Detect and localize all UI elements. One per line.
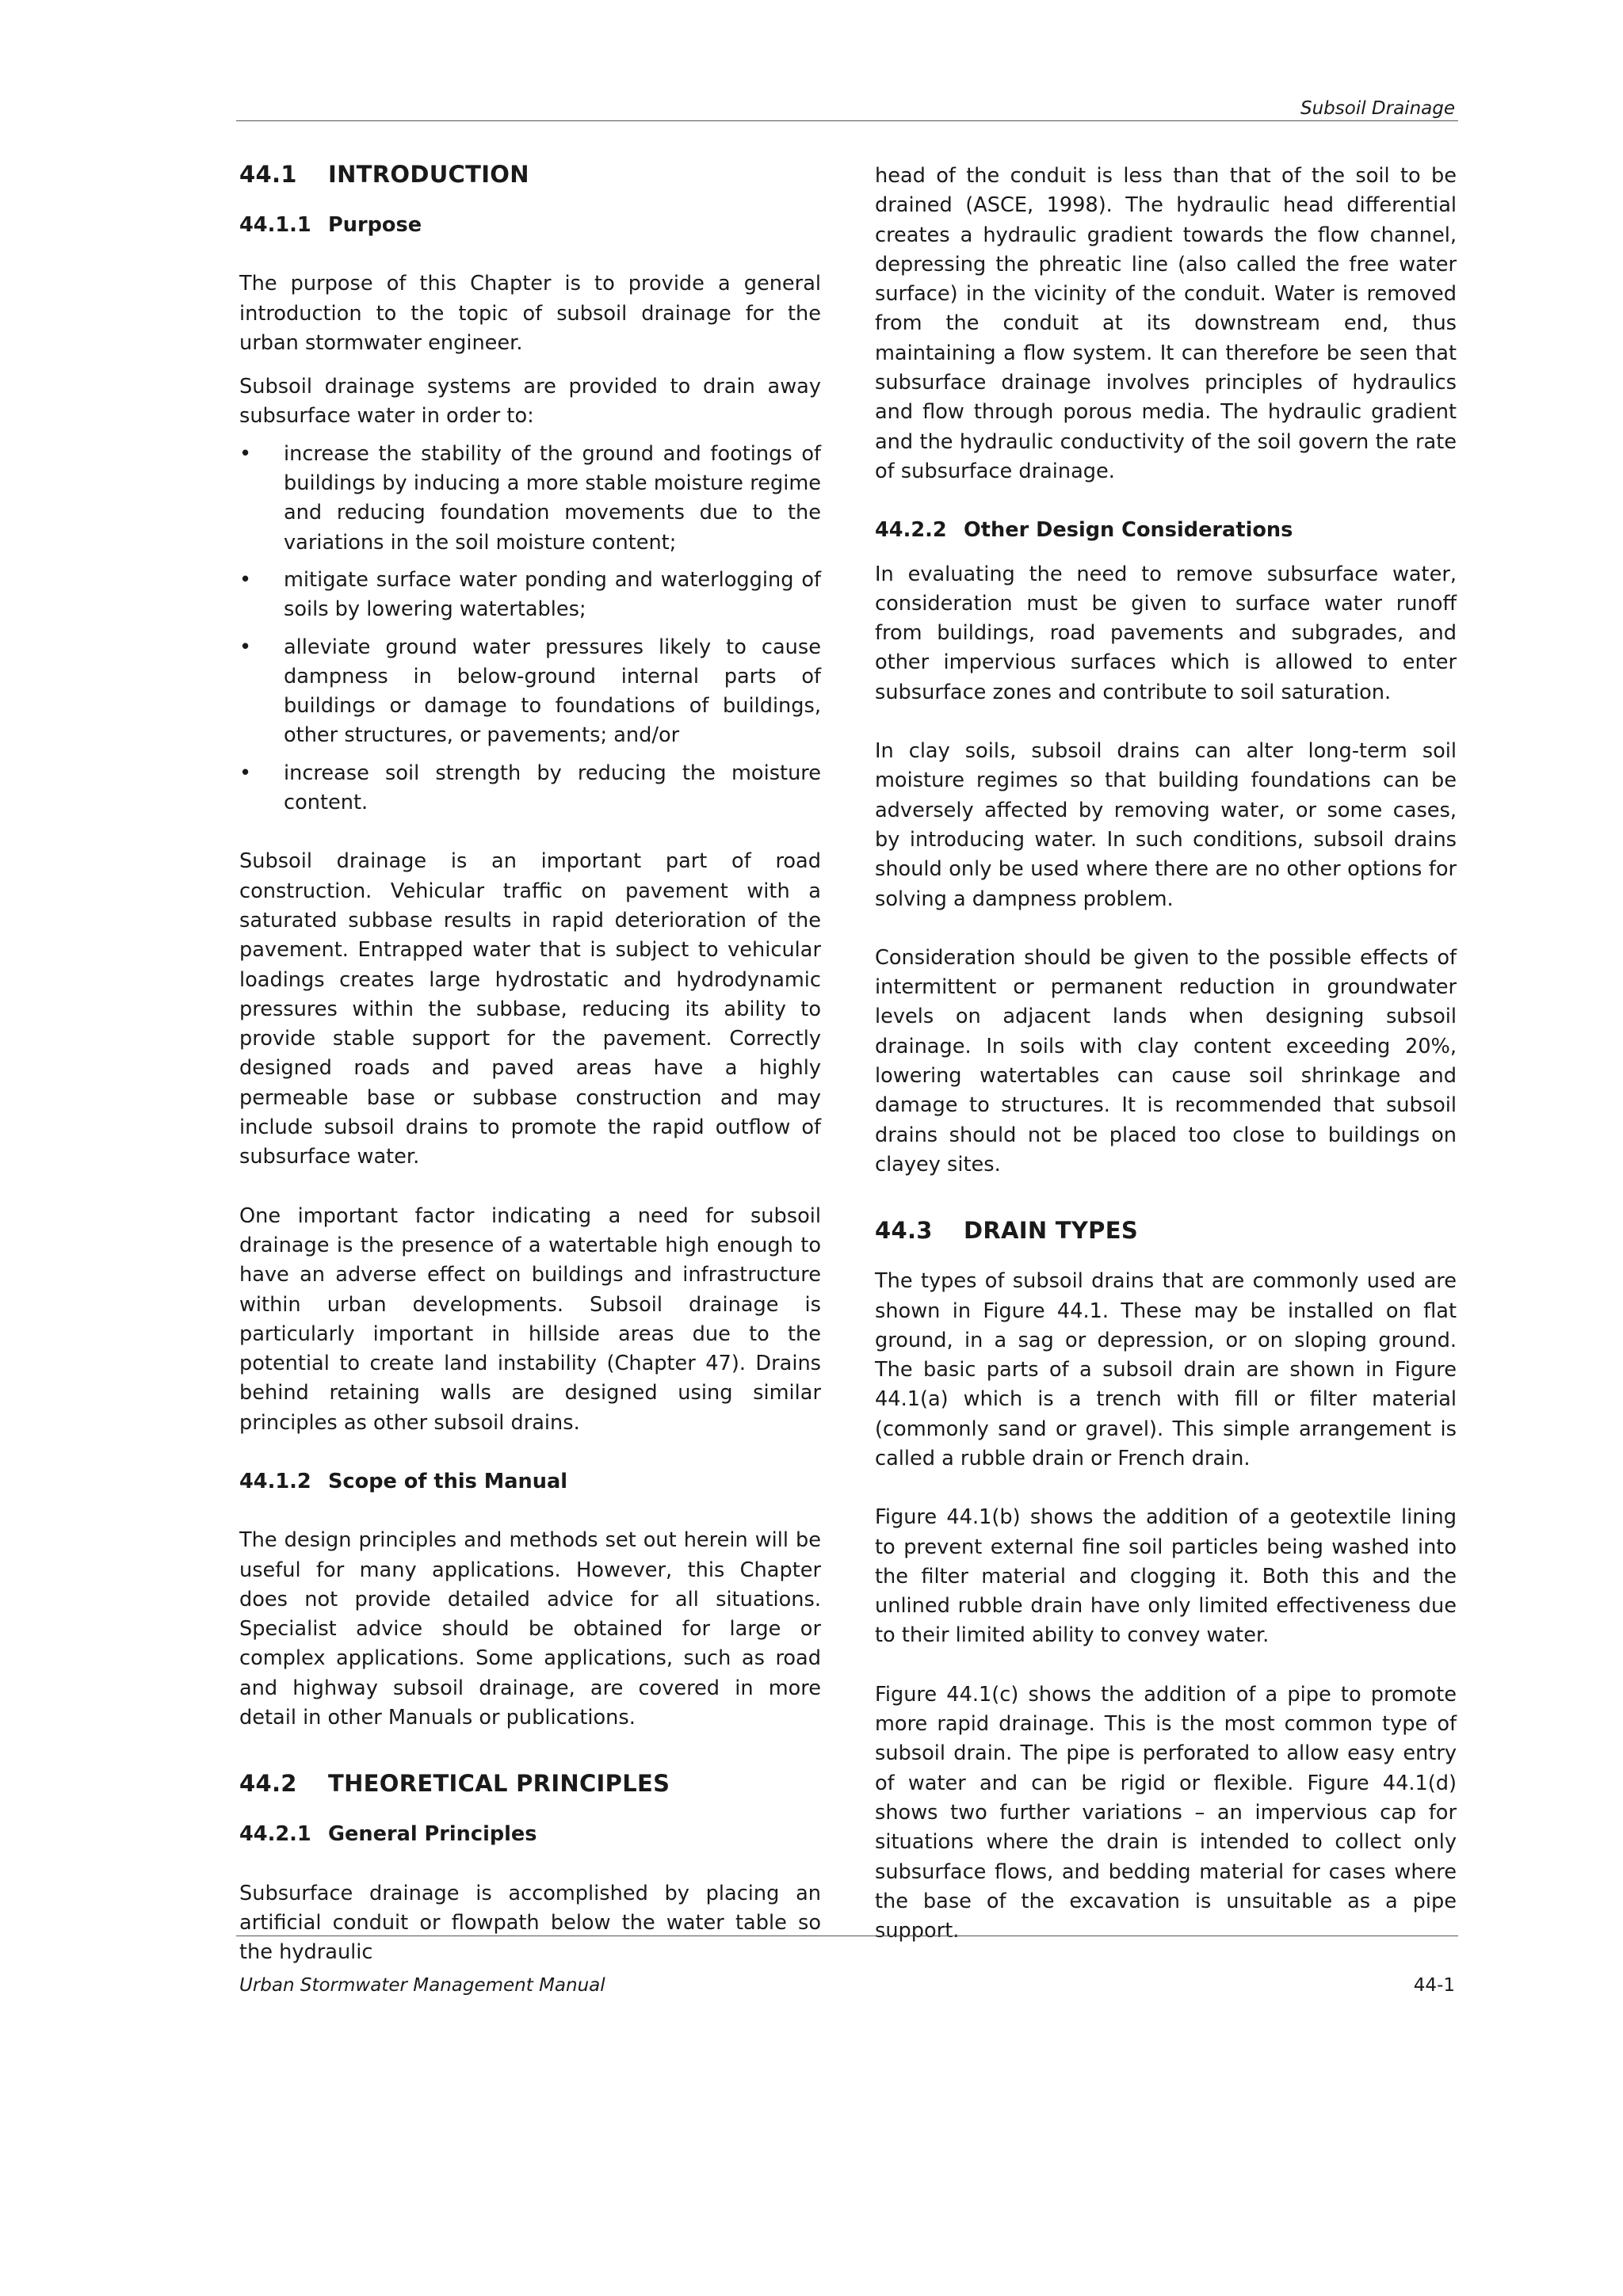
subsection-number: 44.2.1 (239, 1822, 311, 1847)
list-item-text: alleviate ground water pressures likely to cause dampness in below-ground internal parts of buildings or damage to foundations of buildings, other structures, or pavements; and/or (284, 635, 821, 748)
header-rule (236, 120, 1458, 121)
paragraph: head of the conduit is less than that of the soil to be drained (ASCE, 1998). The hydraulic head differential creates a hydraulic gradient towards the flow channel, depressing the phreatic line (also called the free water surface) in the vicinity of the conduit. Water is removed from the conduit at its downstream end, thus maintaining a flow system. It can therefore be seen that subsurface drainage involves principles of hydraulics and flow through porous media. The hydraulic gradient and the hydraulic conductivity of the soil govern the rate of subsurface drainage. (875, 164, 1457, 483)
section-heading-44-3 (875, 1215, 1457, 1246)
bullet-list (239, 440, 821, 818)
paragraph: Consideration should be given to the possible effects of intermittent or permanent reduction in groundwater levels on adjacent lands when designing subsoil drainage. In soils with clay content exceeding 20%, lowering watertables can cause soil shrinkage and damage to structures. It is recommended that subsoil drains should not be placed too close to buildings on clayey sites. (875, 945, 1457, 1177)
running-header: Subsoil Drainage (1300, 98, 1455, 119)
section-heading-44-2 (239, 1768, 821, 1799)
paragraph: Figure 44.1(c) shows the addition of a pipe to promote more rapid drainage. This is the most common type of subsoil drain. The pipe is perforated to allow easy entry of water and can be rigid or flexible. Figure 44.1(d) shows two further variations – an impervious cap for situations where the drain is intended to collect only subsurface flows, and bedding material for cases where the base of the excavation is unsuitable as a pipe support. (875, 1682, 1457, 1943)
subsection-title: Other Design Considerations (964, 518, 1293, 543)
subsection-title: Purpose (328, 213, 422, 237)
paragraph: In clay soils, subsoil drains can alter long-term soil moisture regimes so that building foundations can be adversely affected by removing water, or some cases, by introducing water. In such conditions, subsoil drains should only be used where there are no other options for solving a dampness problem. (875, 739, 1457, 911)
subsection-heading-44-1-1 (239, 211, 821, 240)
paragraph: Figure 44.1(b) shows the addition of a geotextile lining to prevent external fine soil particles being washed into the filter material and clogging it. Both this and the unlined rubble drain have only limited effectiveness due to their limited ability to convey water. (875, 1505, 1457, 1648)
bullet-glyph: • (239, 441, 252, 466)
list-item (239, 566, 821, 625)
paragraph: One important factor indicating a need for subsoil drainage is the presence of a watertable high enough to have an adverse effect on buildings and infrastructure within urban developments. Subsoil drainage is particularly important in hillside areas due to the potential to create land instability (Chapter 47). Drains behind retaining walls are designed using similar principles as other subsoil drains. (239, 1203, 821, 1435)
paragraph: The purpose of this Chapter is to provide a general introduction to the topic of subsoil drainage for the urban stormwater engineer. (239, 272, 821, 355)
paragraph: Subsoil drainage is an important part of road construction. Vehicular traffic on pavement with a saturated subbase results in rapid deterioration of the pavement. Entrapped water that is subject to vehicular loadings creates large hydrostatic and hydrodynamic pressures within the subbase, reducing its ability to provide stable support for the pavement. Correctly designed roads and paved areas have a highly permeable base or subbase construction and may include subsoil drains to promote the rapid outflow of subsurface water. (239, 849, 821, 1169)
section-number: 44.2 (239, 1770, 297, 1798)
section-title: THEORETICAL PRINCIPLES (328, 1770, 670, 1798)
list-item-text: mitigate surface water ponding and waterlogging of soils by lowering watertables; (284, 567, 821, 622)
section-number: 44.1 (239, 161, 297, 188)
subsection-title: General Principles (328, 1822, 537, 1847)
paragraph: In evaluating the need to remove subsurface water, consideration must be given to surface water runoff from buildings, road pavements and subgrades, and other impervious surfaces which is allowed to enter subsurface zones and contribute to soil saturation. (875, 562, 1457, 704)
running-footer: Urban Stormwater Management Manual (239, 1975, 605, 1996)
paragraph: Subsoil drainage systems are provided to drain away subsurface water in order to: (239, 375, 821, 429)
right-column (875, 162, 1457, 1946)
bullet-glyph: • (239, 761, 252, 785)
subsection-heading-44-2-1 (239, 1820, 821, 1849)
section-title: DRAIN TYPES (964, 1217, 1139, 1245)
subsection-heading-44-2-2 (875, 516, 1457, 545)
paragraph: The types of subsoil drains that are commonly used are shown in Figure 44.1. These may be installed on flat ground, in a sag or depression, or on sloping ground. The basic parts of a subsoil drain are shown in Figure 44.1(a) which is a trench with fill or filter material (commonly sand or gravel). This simple arrangement is called a rubble drain or French drain. (875, 1269, 1457, 1470)
bullet-glyph: • (239, 567, 252, 592)
subsection-title: Scope of this Manual (328, 1469, 568, 1493)
list-item (239, 440, 821, 558)
subsection-heading-44-1-2 (239, 1467, 821, 1497)
left-column (239, 158, 821, 1968)
paragraph: The design principles and methods set out herein will be useful for many applications. However, this Chapter does not provide detailed advice for all situations. Specialist advice should be obtained for large or complex applications. Some applications, such as road and highway subsoil drainage, are covered in more detail in other Manuals or publications. (239, 1528, 821, 1730)
paragraph: Subsurface drainage is accomplished by placing an artificial conduit or flowpath below the water table so the hydraulic (239, 1881, 821, 1965)
subsection-number: 44.1.2 (239, 1469, 311, 1493)
subsection-number: 44.2.2 (875, 518, 947, 543)
list-item-text: increase soil strength by reducing the moisture content. (284, 761, 821, 815)
bullet-glyph: • (239, 635, 252, 659)
subsection-number: 44.1.1 (239, 213, 311, 237)
list-item (239, 759, 821, 818)
list-item (239, 633, 821, 751)
page-number: 44-1 (1413, 1975, 1455, 1996)
section-heading-44-1 (239, 158, 821, 190)
section-number: 44.3 (875, 1217, 933, 1245)
list-item-text: increase the stability of the ground and footings of buildings by inducing a more stable moisture regime and reducing foundation movements due to the variations in the soil moisture content; (284, 441, 821, 555)
section-title: INTRODUCTION (328, 161, 529, 188)
